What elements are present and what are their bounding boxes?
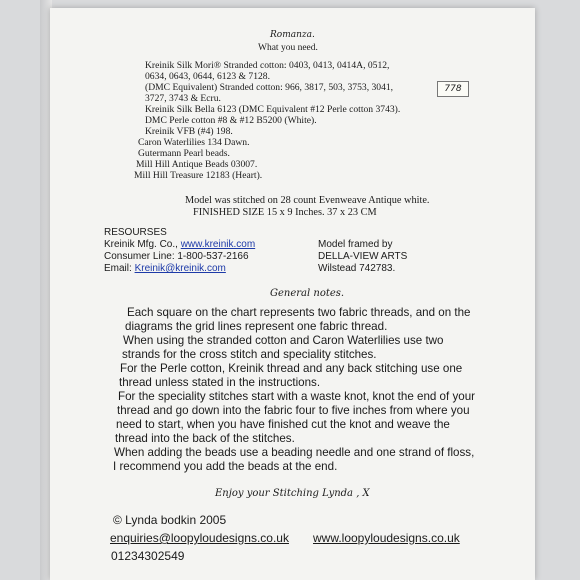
handwritten-note: 778 (437, 81, 469, 97)
consumer-phone: Consumer Line: 1-800-537-2166 (104, 251, 249, 262)
note-line: need to start, when you have finished cut the knot and weave the (116, 418, 450, 431)
kreinik-email-line (104, 263, 226, 274)
note-line: When adding the beads use a beading needle and one strand of floss, (114, 446, 475, 459)
model-fabric-line: Model was stitched on 28 count Evenweave Antique white. (185, 195, 430, 206)
material-line: Mill Hill Treasure 12183 (Heart). (134, 170, 263, 181)
footer-email-link[interactable]: enquiries@loopyloudesigns.co.uk (110, 531, 289, 545)
material-line: Kreinik Silk Mori® Stranded cotton: 0403, 0413, 0414A, 0512, (145, 60, 390, 71)
material-line: (DMC Equivalent) Stranded cotton: 966, 3817, 503, 3753, 3041, (145, 82, 394, 93)
kreinik-email-link[interactable]: Kreinik@kreinik.com (134, 263, 226, 274)
framer-location: Wilstead 742783. (318, 263, 396, 274)
material-line: Kreinik VFB (#4) 198. (145, 126, 233, 137)
pattern-title: Romanza. (270, 30, 315, 40)
section-subtitle: What you need. (258, 43, 318, 53)
general-notes-heading: General notes. (270, 288, 345, 299)
kreinik-website-link[interactable]: www.kreinik.com (180, 239, 256, 250)
resources-heading: RESOURSES (104, 227, 167, 238)
framer-name: DELLA-VIEW ARTS (318, 251, 408, 262)
note-line: Each square on the chart represents two fabric threads, and on the (127, 306, 471, 319)
framed-by-line: Model framed by (318, 239, 393, 250)
material-line: Caron Waterlilies 134 Dawn. (138, 137, 250, 148)
note-line: For the Perle cotton, Kreinik thread and any back stitching use one (120, 362, 463, 375)
material-line: 3727, 3743 & Ecru. (145, 93, 221, 104)
note-line: thread into the back of the stitches. (115, 432, 295, 445)
material-line: Mill Hill Antique Beads 03007. (136, 159, 258, 170)
copyright: © Lynda bodkin 2005 (113, 513, 227, 527)
material-line: DMC Perle cotton #8 & #12 B5200 (White). (145, 115, 317, 126)
material-line: Gutermann Pearl beads. (138, 148, 230, 159)
email-label: Email: (104, 263, 135, 274)
signoff: Enjoy your Stitching Lynda , X (215, 488, 370, 499)
material-line: 0634, 0643, 0644, 6123 & 7128. (145, 71, 270, 82)
footer-phone: 01234302549 (111, 549, 185, 563)
note-line: For the speciality stitches start with a waste knot, knot the end of your (118, 390, 476, 403)
note-line: diagrams the grid lines represent one fabric thread. (125, 320, 388, 333)
note-line: thread and go down into the fabric four to five inches from where you (117, 404, 470, 417)
note-line: strands for the cross stitch and speciality stitches. (122, 348, 377, 361)
note-line: thread unless stated in the instructions. (119, 376, 321, 389)
footer-website-link[interactable]: www.loopyloudesigns.co.uk (313, 531, 460, 545)
material-line: Kreinik Silk Bella 6123 (DMC Equivalent #12 Perle cotton 3743). (145, 104, 401, 115)
finished-size-line: FINISHED SIZE 15 x 9 Inches. 37 x 23 CM (193, 207, 377, 218)
note-line: I recommend you add the beads at the end. (113, 460, 338, 473)
company-name: Kreinik Mfg. Co., (104, 239, 181, 250)
note-line: When using the stranded cotton and Caron Waterlilies use two (123, 334, 444, 347)
kreinik-company-line (104, 239, 255, 250)
